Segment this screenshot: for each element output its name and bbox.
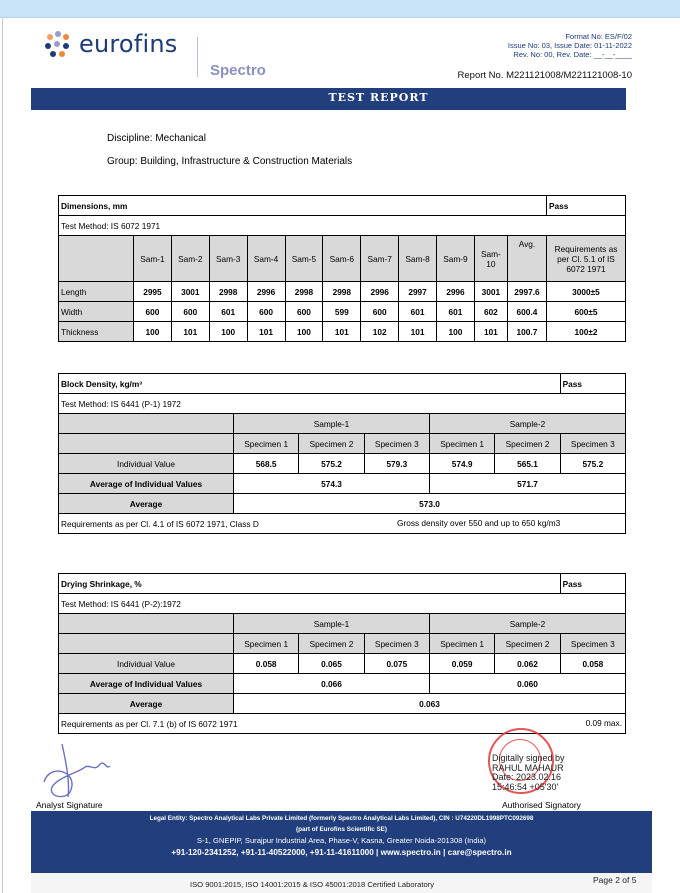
- cell: 601: [437, 302, 475, 322]
- overall-average: 573.0: [234, 494, 626, 514]
- specimen-header: Specimen 1: [234, 434, 299, 454]
- cell: 0.065: [299, 654, 364, 674]
- iso-certification: ISO 9001:2015, ISO 14001:2015 & ISO 45001:2018 Certified Laboratory: [190, 880, 435, 889]
- issue-info: Issue No: 03, Issue Date: 01-11-2022: [507, 41, 632, 50]
- density-result: Pass: [560, 374, 625, 394]
- col-header: Sam-9: [437, 236, 475, 282]
- cell: 100: [285, 322, 323, 342]
- table-row: [59, 474, 626, 494]
- cell: 0.059: [429, 654, 494, 674]
- sample-2-header: Sample-2: [429, 414, 625, 434]
- cell: 2998: [285, 282, 323, 302]
- header-blank: [59, 434, 234, 454]
- specimen-header: Specimen 1: [429, 634, 494, 654]
- cell: 2996: [361, 282, 399, 302]
- cell: 568.5: [234, 454, 299, 474]
- digital-signature-line: Date: 2023.02.16: [492, 772, 562, 782]
- avg-sample-2: 571.7: [429, 474, 625, 494]
- cell: 599: [323, 302, 361, 322]
- cell: 600: [285, 302, 323, 322]
- cell: 2998: [209, 282, 247, 302]
- avg-cell: 2997.6: [507, 282, 546, 302]
- digital-signature-line: Digitally signed by: [492, 753, 565, 763]
- row-label: Average: [59, 694, 234, 714]
- specimen-header: Specimen 1: [234, 634, 299, 654]
- dimensions-header-row: [59, 236, 626, 282]
- page-edge: [2, 18, 3, 893]
- requirement-cell: 3000±5: [547, 282, 626, 302]
- overall-average: 0.063: [234, 694, 626, 714]
- revision-info: Rev. No: 00, Rev. Date: __-__-____: [513, 50, 632, 59]
- col-header: Sam-5: [285, 236, 323, 282]
- density-method: Test Method: IS 6441 (P-1) 1972: [59, 394, 626, 414]
- cell: 600: [134, 302, 172, 322]
- cell: 101: [171, 322, 209, 342]
- digital-signature-line: RAHUL MAHAUR: [492, 762, 564, 773]
- authorised-signatory-label: Authorised Signatory: [502, 800, 581, 810]
- cell: 600: [171, 302, 209, 322]
- requirement-cell: 600±5: [547, 302, 626, 322]
- format-info: [508, 32, 632, 59]
- cell: 100: [134, 322, 172, 342]
- table-row: [59, 654, 626, 674]
- row-label: Thickness: [59, 322, 134, 342]
- col-header: Sam-4: [247, 236, 285, 282]
- shrinkage-table: [58, 573, 626, 734]
- header-blank: [59, 414, 234, 434]
- col-header: Sam-6: [323, 236, 361, 282]
- row-label: Average of Individual Values: [59, 674, 234, 694]
- brand-name: eurofins: [79, 30, 178, 58]
- cell: 565.1: [495, 454, 560, 474]
- table-row: [59, 302, 626, 322]
- col-header: Sam-1: [134, 236, 172, 282]
- specimen-header: Specimen 2: [495, 634, 560, 654]
- dimensions-result: Pass: [547, 196, 626, 216]
- col-header: Sam-7: [361, 236, 399, 282]
- cell: 2996: [247, 282, 285, 302]
- cell: 600: [247, 302, 285, 322]
- sample-1-header: Sample-1: [234, 614, 430, 634]
- table-row: [59, 674, 626, 694]
- footer-legal: Legal Entity: Spectro Analytical Labs Private Limited (formerly Spectro Analytical Labs Limited), CIN : U74220DL1998PTC092698: [149, 815, 534, 822]
- density-title: Block Density, kg/m³: [59, 374, 561, 394]
- cell: 601: [399, 302, 437, 322]
- cell: 0.058: [234, 654, 299, 674]
- cell: 3001: [474, 282, 507, 302]
- density-table: [58, 373, 626, 534]
- cell: 575.2: [560, 454, 625, 474]
- requirement-cell: [59, 714, 626, 734]
- col-header: Sam-10: [474, 236, 507, 282]
- footer: [31, 811, 652, 873]
- cell: 2997: [399, 282, 437, 302]
- table-row: [59, 454, 626, 474]
- requirement-row: [59, 514, 626, 534]
- table-row: [59, 282, 626, 302]
- requirement-cell: 100±2: [547, 322, 626, 342]
- row-label: Average: [59, 494, 234, 514]
- cell: 0.075: [364, 654, 429, 674]
- report-number: Report No. M221121008/M221121008-10: [457, 70, 632, 81]
- table-row: [59, 694, 626, 714]
- specimen-header: Specimen 3: [560, 434, 625, 454]
- dimensions-table: [58, 195, 626, 342]
- cell: 101: [323, 322, 361, 342]
- analyst-signature-image: [40, 742, 120, 802]
- footer-part-of: (part of Eurofins Scientific SE): [296, 826, 387, 833]
- cell: 574.9: [429, 454, 494, 474]
- viewer-top-bar: [0, 0, 680, 18]
- row-label: Average of Individual Values: [59, 474, 234, 494]
- avg-sample-1: 0.066: [234, 674, 430, 694]
- specimen-header: Specimen 2: [495, 434, 560, 454]
- specimen-header: Specimen 1: [429, 434, 494, 454]
- page-number: Page 2 of 5: [593, 875, 637, 885]
- col-header: Sam-2: [171, 236, 209, 282]
- cell: 3001: [171, 282, 209, 302]
- header-blank: [59, 236, 134, 282]
- page-title: TEST REPORT: [328, 91, 429, 104]
- table-row: [59, 322, 626, 342]
- col-header: Requirements as per Cl. 5.1 of IS 6072 1971: [547, 236, 626, 282]
- cell: 2996: [437, 282, 475, 302]
- cell: 600: [361, 302, 399, 322]
- cell: 100: [437, 322, 475, 342]
- requirement-row: [59, 714, 626, 734]
- specimen-header: Specimen 2: [299, 434, 364, 454]
- cell: 602: [474, 302, 507, 322]
- avg-sample-1: 574.3: [234, 474, 430, 494]
- group: Group: Building, Infrastructure & Construction Materials: [107, 156, 353, 167]
- shrinkage-result: Pass: [560, 574, 625, 594]
- specimen-header: Specimen 3: [364, 634, 429, 654]
- digital-signature-line: 15:46:54 +05'30': [492, 781, 559, 792]
- sample-1-header: Sample-1: [234, 414, 430, 434]
- dimensions-method: Test Method: IS 6072 1971: [59, 216, 626, 236]
- cell: 601: [209, 302, 247, 322]
- sample-2-header: Sample-2: [429, 614, 625, 634]
- requirement-cell: [59, 514, 626, 534]
- specimen-header: Specimen 2: [299, 634, 364, 654]
- specimen-header: Specimen 3: [560, 634, 625, 654]
- cell: 101: [247, 322, 285, 342]
- footer-contact: +91-120-2341252, +91-11-40522000, +91-11-41611000 | www.spectro.in | care@spectro.in: [171, 848, 512, 857]
- row-label: Length: [59, 282, 134, 302]
- shrinkage-title: Drying Shrinkage, %: [59, 574, 561, 594]
- avg-cell: 100.7: [507, 322, 546, 342]
- requirement-value: Gross density over 550 and up to 650 kg/m3: [397, 518, 561, 528]
- requirement-label: Requirements as per Cl. 4.1 of IS 6072 1971, Class D: [61, 518, 259, 529]
- cell: 101: [399, 322, 437, 342]
- row-label: Width: [59, 302, 134, 322]
- table-row: [59, 494, 626, 514]
- dimensions-title: Dimensions, mm: [59, 196, 547, 216]
- specimen-header: Specimen 3: [364, 434, 429, 454]
- cell: 575.2: [299, 454, 364, 474]
- cell: 101: [474, 322, 507, 342]
- avg-sample-2: 0.060: [429, 674, 625, 694]
- discipline: Discipline: Mechanical: [107, 133, 206, 144]
- row-label: Individual Value: [59, 654, 234, 674]
- title-bar: [31, 88, 626, 110]
- footer-address: S-1, GNEPIP, Surajpur Industrial Area, Phase-V, Kasna, Greater Noida-201308 (India): [196, 836, 487, 845]
- requirement-label: Requirements as per Cl. 7.1 (b) of IS 6072 1971: [61, 718, 238, 729]
- cell: 102: [361, 322, 399, 342]
- cell: 0.058: [560, 654, 625, 674]
- eurofins-dots-icon: [45, 30, 73, 58]
- header-blank: [59, 634, 234, 654]
- cell: 100: [209, 322, 247, 342]
- cell: 579.3: [364, 454, 429, 474]
- requirement-value: 0.09 max.: [585, 718, 622, 728]
- format-no: Format No: ES/F/02: [565, 32, 632, 41]
- shrinkage-method: Test Method: IS 6441 (P-2):1972: [59, 594, 626, 614]
- digital-signature: [492, 754, 565, 792]
- row-label: Individual Value: [59, 454, 234, 474]
- sub-brand: Spectro: [210, 62, 266, 79]
- col-header: Sam-8: [399, 236, 437, 282]
- col-header: Avg.: [507, 236, 546, 282]
- cell: 0.062: [495, 654, 560, 674]
- cell: 2995: [134, 282, 172, 302]
- avg-cell: 600.4: [507, 302, 546, 322]
- logo-divider: [197, 37, 198, 77]
- analyst-signature-label: Analyst Signature: [36, 800, 103, 810]
- col-header: Sam-3: [209, 236, 247, 282]
- cell: 2998: [323, 282, 361, 302]
- header-blank: [59, 614, 234, 634]
- eurofins-logo: [45, 30, 177, 58]
